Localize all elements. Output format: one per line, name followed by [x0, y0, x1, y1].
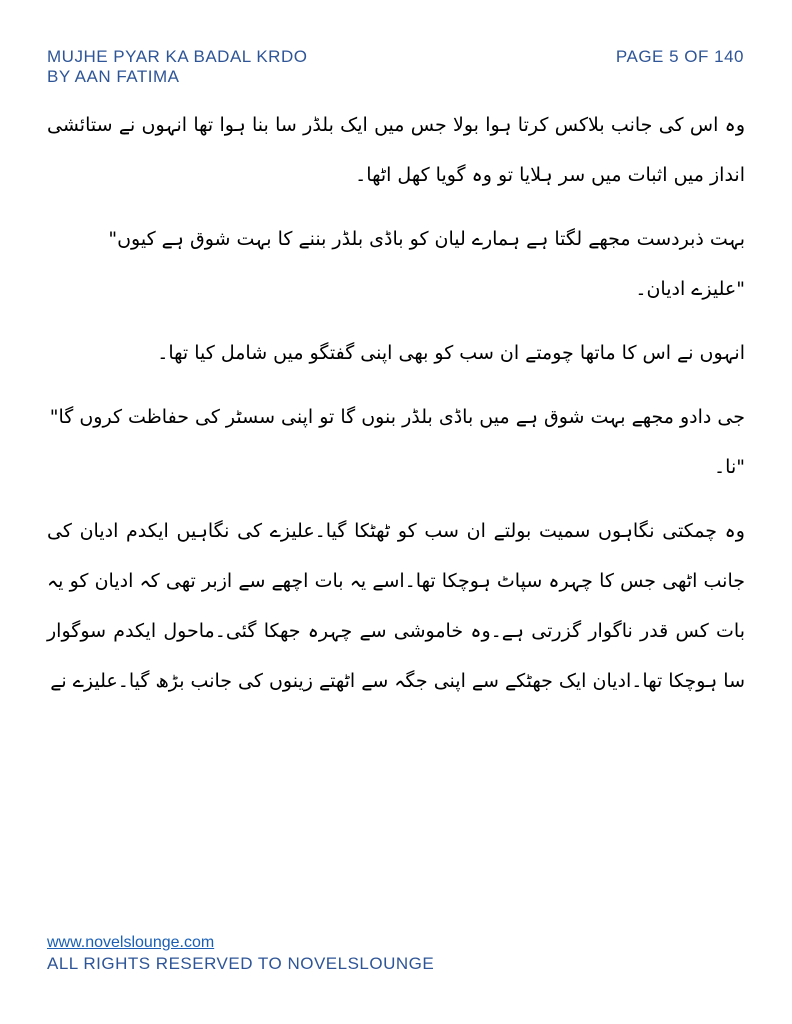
document-header: [47, 47, 307, 87]
page-body: [47, 100, 745, 706]
paragraph: جی دادو مجھے بہت شوق ہے میں باڈی بلڈر بنوں گا تو اپنی سسٹر کی حفاظت کروں گا": [49, 406, 745, 428]
paragraph: وہ چمکتی نگاہوں سمیت بولتے ان سب کو ٹھٹکا گیا۔علیزے کی نگاہیں ایکدم ادیان کی جانب اٹھی جس کا چہرہ سپاٹ ہوچکا تھا۔اسے یہ بات اچھے سے ازبر تھی کہ ادیان کو یہ بات کس قدر ناگوار گزرتی ہے۔وہ خاموشی سے چہرہ جھکا گئی۔ماحول ایکدم سوگوار سا ہوچکا تھا۔ادیان ایک جھٹکے سے اپنی جگہ سے اٹھتے زینوں کی جانب بڑھ گیا۔علیزے نے: [47, 520, 745, 692]
paragraph: وہ اس کی جانب بلاکس کرتا ہوا بولا جس میں ایک بلڈر سا بنا ہوا تھا انہوں نے ستائشی انداز میں اثبات میں سر ہلایا تو وہ گویا کھل اٹھا۔: [47, 114, 745, 186]
author-line: BY AAN FATIMA: [47, 67, 180, 86]
paragraph: "نا۔: [714, 456, 745, 478]
page-number: PAGE 5 OF 140: [615, 47, 744, 66]
website-link[interactable]: www.novelslounge.com: [47, 934, 215, 951]
paragraph: انہوں نے اس کا ماتھا چومتے ان سب کو بھی اپنی گفتگو میں شامل کیا تھا۔: [157, 342, 745, 364]
document-footer: [47, 933, 434, 975]
paragraph: بہت ذبردست مجھے لگتا ہے ہمارے لیان کو باڈی بلڈر بننے کا بہت شوق ہے کیوں": [108, 228, 745, 250]
paragraph: "علیزے ادیان۔: [635, 278, 745, 300]
rights-notice: ALL RIGHTS RESERVED TO NOVELSLOUNGE: [47, 954, 435, 973]
novel-title: MUJHE PYAR KA BADAL KRDO: [47, 47, 308, 66]
